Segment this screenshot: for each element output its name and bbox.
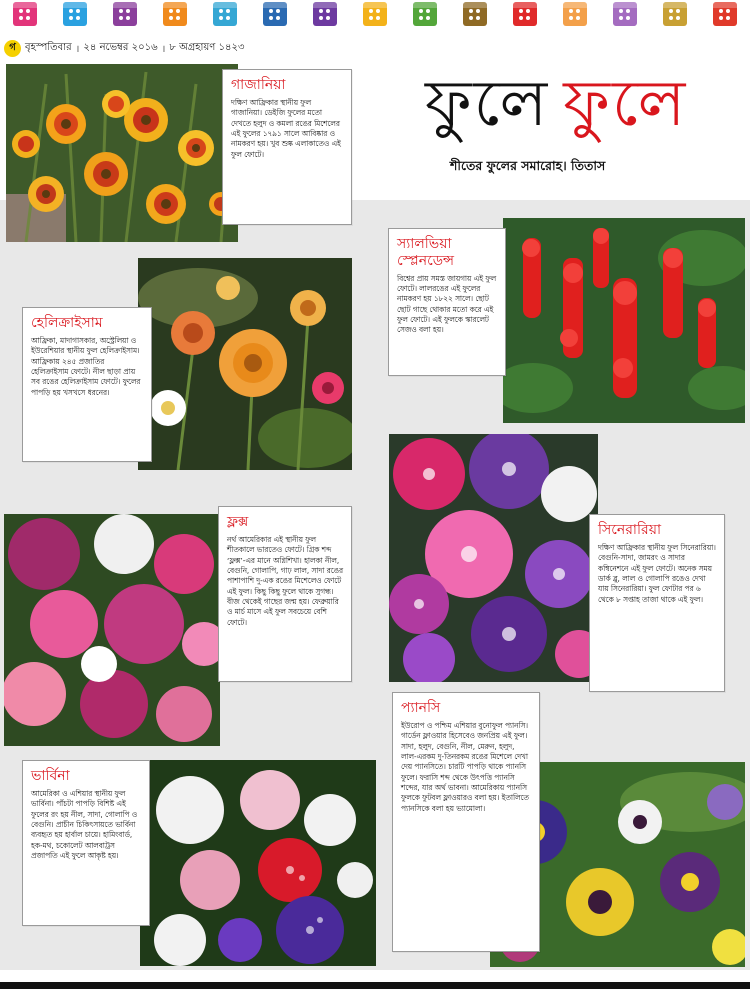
decorative-button-icon: [663, 2, 687, 26]
helichrysum-card: [22, 307, 152, 462]
decorative-button-icon: [513, 2, 537, 26]
verbena-card: [22, 760, 150, 926]
dateline-date-english: ২৪ নভেম্বর ২০১৬: [83, 41, 158, 53]
gazania-description: দক্ষিণ আফ্রিকার স্থানীয় ফুল গাজানিয়া। ডেইজি ফুলের মতো দেখতে হলুদ ও কমলা রঙের মিশেলের এই ফুলের ১৭৯১ সালে আবিষ্কার ও নামকরণ হয়। খুব শুষ্ক এলাকাতেও এই ফুল ফোটে।: [231, 97, 341, 159]
decorative-button-icon: [713, 2, 737, 26]
helichrysum-heading: হেলিক্রাইসাম: [31, 315, 103, 331]
gazania-photo: [6, 64, 238, 242]
pansy-card: [392, 692, 540, 952]
cineraria-description: দক্ষিণ আফ্রিকার স্থানীয় ফুল সিনেরারিয়া। বেগুনি-সাদা, জামরং ও সাদার কম্বিনেশনে এই ফুল ফোটে। অনেক সময় ডার্ক ব্লু, লাল ও গোলাপি রঙেও দেখা যায় সিনেরারিয়া। ফুল ফোটার পর ৬ থেকে ৮ সপ্তাহ তাজা থাকে এই ফুল।: [598, 542, 716, 604]
salvia-photo: [503, 218, 745, 423]
decorative-button-icon: [563, 2, 587, 26]
decorative-button-icon: [263, 2, 287, 26]
phlox-heading: ফ্লক্স: [227, 514, 249, 530]
decorative-button-icon: [213, 2, 237, 26]
dateline: [4, 38, 244, 58]
title-word-2: ফুলে: [563, 67, 688, 141]
decorative-button-icon: [463, 2, 487, 26]
helichrysum-description: আফ্রিকা, মাদাগাসকার, অস্ট্রেলিয়া ও ইউরেশিয়ার স্থানীয় ফুল হেলিক্রাইসাম। আফ্রিকায় ২৪৫ প্রজাতির হেলিক্রাইসাম ফোটে। নীল ছাড়া প্রায় সব রঙের হেলিক্রাইসাম ফোটে। ফুলের পাপড়ি হয় খসখসে ধরনের।: [31, 335, 141, 397]
decorative-button-icon: [363, 2, 387, 26]
dateline-separator: ।: [75, 44, 80, 55]
gazania-heading: গাজানিয়া: [231, 77, 286, 93]
phlox-description: নর্থ আমেরিকার এই স্থানীয় ফুল শীতকালে ভারতেও ফোটে। গ্রিক শব্দ ‘ফ্লক্স’-এর মানে অগ্নিশিখা। হালকা নীল, বেগুনি, গোলাপি, গাঢ় লাল, সাদা রঙের পাশাপাশি দু-এক রঙের মিশেলেও ফোটে এই ফুল। কিছু কিছু ফুলে থাকে সুগন্ধ। বীজ থেকেই গাছের জন্ম হয়। ফেব্রুয়ারি ও মার্চ মাসে এই ফুল সবচেয়ে বেশি ফোটে।: [227, 534, 344, 627]
pansy-description: ইউরোপ ও পশ্চিম এশিয়ার বুনোফুল প্যানসি। গার্ডেন ফ্লাওয়ার হিসেবেও জনপ্রিয় এই ফুল। সাদা, হলুদ, বেগুনি, নীল, মেরুন, হলুদ, লাল-এরকম দু-তিনরকম রঙের মিশেলে দেখা দেয় প্যানসিতে। চারটি পাপড়ি থাকে প্যানসি ফুলে। ফরাসি শব্দ থেকে উৎপত্তি প্যানসি শব্দের, যার অর্থ ভাবনা। আমেরিকায় প্যানসি ফুলকে ফুটবল ফ্লাওয়ারও বলা হয়। ইতালিতে প্যানসিকে বলা হয় ভ্যামোলা।: [401, 720, 529, 813]
salvia-card: [388, 228, 506, 376]
title-word-1: ফুলে: [425, 67, 550, 141]
decorative-button-icon: [163, 2, 187, 26]
verbena-heading: ভার্বিনা: [31, 768, 70, 784]
helichrysum-photo: [138, 258, 352, 470]
decorative-button-icon: [613, 2, 637, 26]
decorative-button-icon: [63, 2, 87, 26]
gazania-card: [222, 69, 352, 225]
cineraria-heading: সিনেরারিয়া: [598, 522, 662, 538]
salvia-heading: স্যালভিয়া স্প্লেনডেন্স: [397, 236, 455, 269]
verbena-photo: [140, 760, 376, 966]
dateline-separator: ।: [161, 44, 166, 55]
phlox-photo: [4, 514, 220, 746]
page-subtitle: শীতের ফুলের সমারোহ। তিতাস: [450, 158, 606, 173]
dateline-date-bengali: ৮ অগ্রহায়ণ ১৪২৩: [169, 41, 245, 53]
salvia-description: বিশ্বের প্রায় সমস্ত জায়গায় এই ফুল ফোটে। লালরঙের এই ফুলের নামকরণ হয় ১৮২২ সালে। ছোট ছোট গাছে থোকার মতো করে এই ফুল ফোটে। এই ফুলকে স্কারলেট সেজও বলা হয়।: [397, 273, 497, 335]
decorative-button-strip: [0, 0, 750, 32]
decorative-button-icon: [13, 2, 37, 26]
page-title: [425, 67, 725, 141]
phlox-card: [218, 506, 352, 682]
cineraria-photo: [389, 434, 598, 682]
decorative-button-icon: [313, 2, 337, 26]
verbena-description: আমেরিকা ও এশিয়ার স্থানীয় ফুল ভার্বিনা। পাঁচটা পাপড়ি বিশিষ্ট এই ফুলের রং হয় নীল, সাদা, গোলাপি ও বেগুনি। প্রাচীন চিকিৎসায়তে ভার্বিনা ব্যবহৃত হয় হার্বাল চায়ে। হামিংবার্ড, হক-মথ, চকোলেট আলবাট্রস প্রজাপতি এই ফুলে আকৃষ্ট হয়।: [31, 788, 138, 860]
pansy-heading: প্যানসি: [401, 700, 441, 716]
decorative-button-icon: [413, 2, 437, 26]
bottom-rule: [0, 982, 750, 989]
cineraria-card: [589, 514, 725, 692]
dateline-day: বৃহস্পতিবার: [25, 41, 72, 53]
decorative-button-icon: [113, 2, 137, 26]
section-badge: গ: [4, 40, 21, 57]
